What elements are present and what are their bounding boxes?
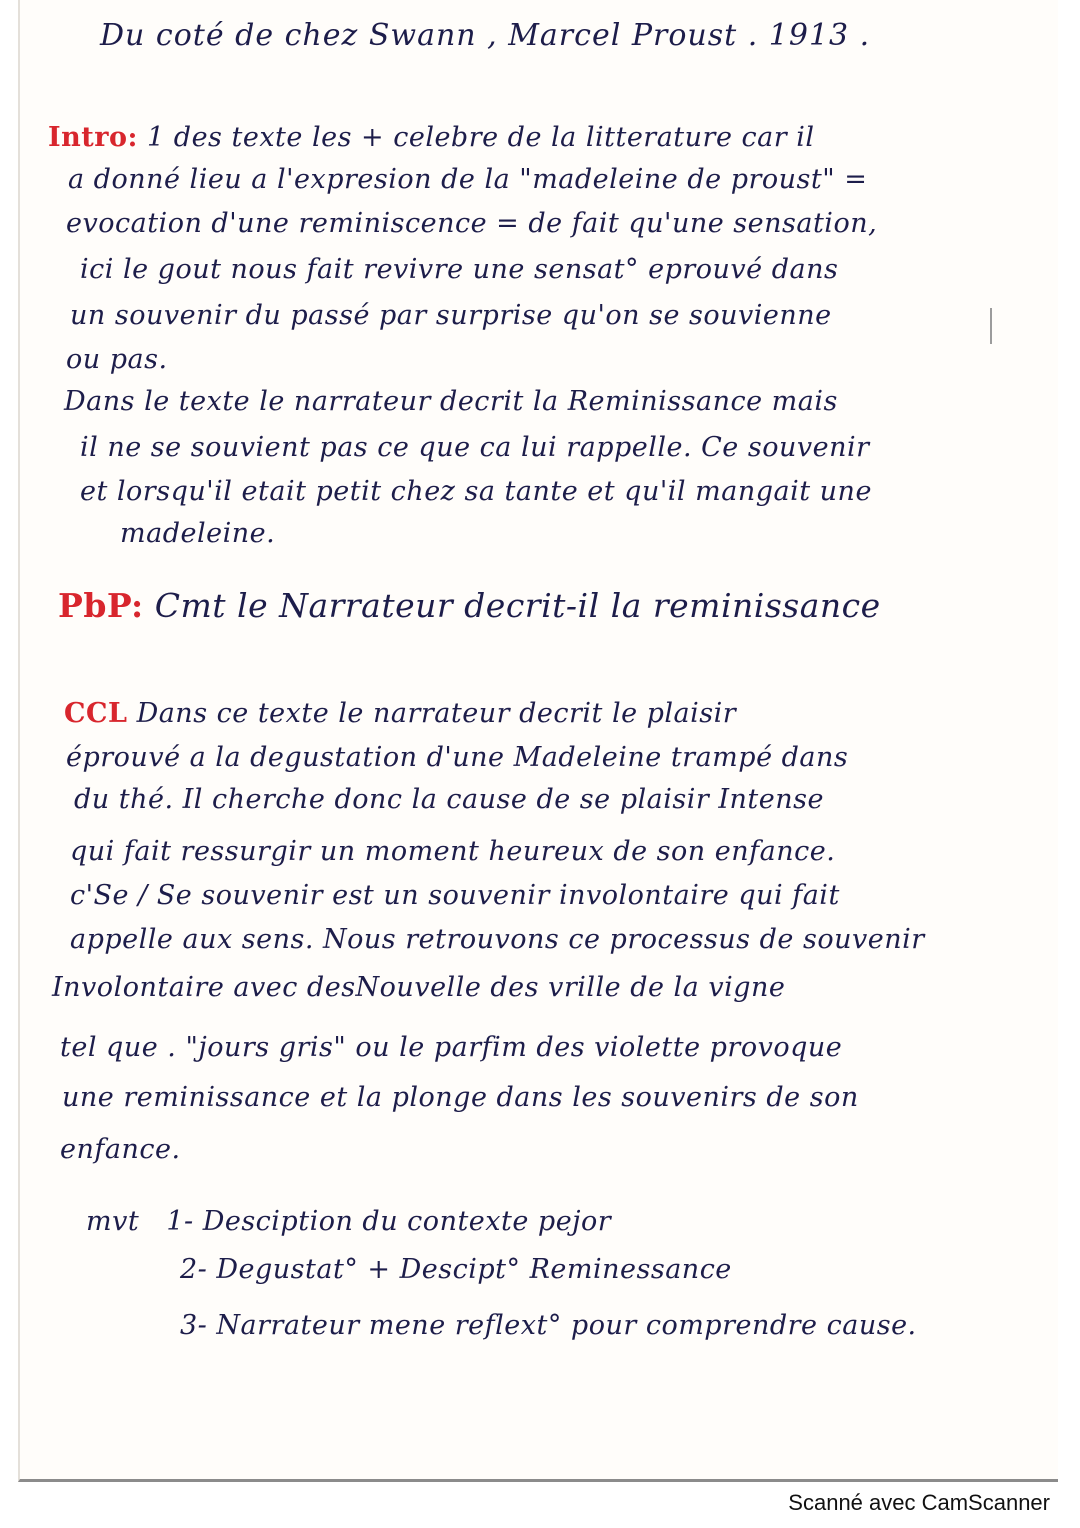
intro-line-2: a donné lieu a l'expresion de la "madeleine de proust" = — [68, 164, 868, 195]
ccl-line-3: du thé. Il cherche donc la cause de se plaisir Intense — [74, 784, 824, 815]
ccl-line-9: une reminissance et la plonge dans les souvenirs de son — [62, 1082, 859, 1113]
ccl-label: CCL — [64, 698, 128, 729]
ccl-line-10: enfance. — [60, 1134, 181, 1165]
intro-line-10: madeleine. — [120, 518, 276, 549]
intro-line-4: ici le gout nous fait revivre une sensat° eprouvé dans — [80, 254, 839, 285]
ccl-line-2: éprouvé a la degustation d'une Madeleine trampé dans — [66, 742, 849, 773]
intro-line-5: un souvenir du passé par surprise qu'on se souvienne — [70, 300, 832, 331]
mvt-item-2: 2- Degustat° + Descipt° Reminessance — [180, 1254, 732, 1285]
ccl-line-7: Involontaire avec desNouvelle des vrille de la vigne — [52, 972, 786, 1003]
intro-line-6: ou pas. — [66, 344, 168, 375]
ccl-line-1 — [64, 698, 736, 729]
intro-line-7: Dans le texte le narrateur decrit la Reminissance mais — [64, 386, 838, 417]
notebook-page — [18, 0, 1058, 1482]
scanner-watermark: Scanné avec CamScanner — [788, 1490, 1050, 1515]
ccl-line-8: tel que . "jours gris" ou le parfim des violette provoque — [60, 1032, 843, 1063]
ccl-line-4: qui fait ressurgir un moment heureux de son enfance. — [70, 836, 836, 867]
intro-line-3: evocation d'une reminiscence = de fait qu'une sensation, — [66, 208, 878, 239]
ccl-line-6: appelle aux sens. Nous retrouvons ce processus de souvenir — [70, 924, 925, 955]
intro-line-1 — [48, 122, 814, 153]
page-title: Du coté de chez Swann , Marcel Proust . 1913 . — [100, 18, 871, 53]
intro-label: Intro: — [48, 122, 138, 153]
mvt-label: mvt — [86, 1206, 140, 1237]
pbp-line — [58, 586, 881, 625]
intro-text-1: 1 des texte les + celebre de la litterature car il — [147, 122, 815, 153]
pbp-text: Cmt le Narrateur decrit-il la reminissance — [154, 586, 881, 625]
ccl-line-5: c'Se / Se souvenir est un souvenir involontaire qui fait — [70, 880, 840, 911]
mvt-item-1: 1- Desciption du contexte pejor — [166, 1206, 612, 1237]
mvt-line-1 — [86, 1206, 611, 1237]
pbp-label: PbP: — [58, 586, 144, 625]
intro-line-9: et lorsqu'il etait petit chez sa tante et qu'il mangait une — [80, 476, 872, 507]
mvt-item-3: 3- Narrateur mene reflext° pour comprendre cause. — [180, 1310, 917, 1341]
intro-line-8: il ne se souvient pas ce que ca lui rappelle. Ce souvenir — [80, 432, 870, 463]
margin-mark — [990, 308, 992, 344]
ccl-text-1: Dans ce texte le narrateur decrit le plaisir — [136, 698, 737, 729]
